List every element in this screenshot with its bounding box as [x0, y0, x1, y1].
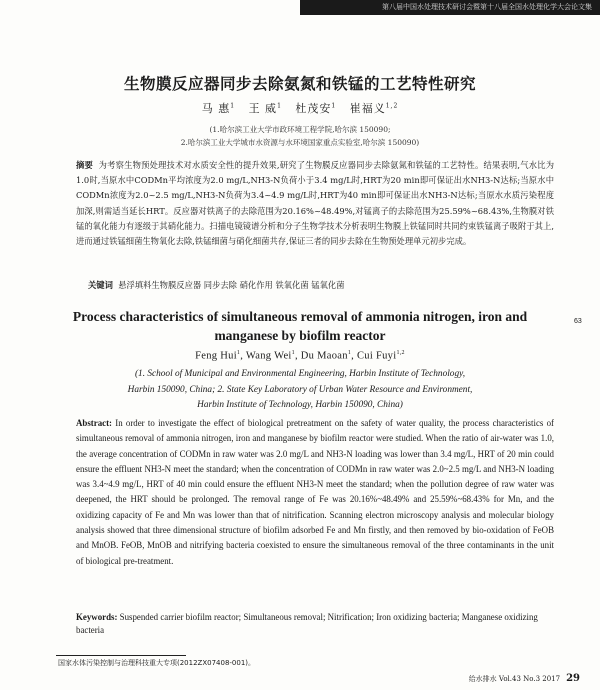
author-cn: 王 威 — [248, 102, 278, 115]
journal-info: 给水排水 Vol.43 No.3 2017 — [468, 675, 561, 683]
abstract-cn-text: 为考察生物预处理技术对水质安全性的提升效果,研究了生物膜反应器同步去除氨氮和铁锰的工艺特性。结果表明,气水比为1.0时,当原水中CODMn平均浓度为2.0 mg/L,NH3-N负荷小于3.4 mg/L时,HRT为20 min即可保证出水NH3-N达标;当原水中CODMn浓度为2.0~2.5 mg/L,NH3-N负荷为3.4~4.9 mg/L时,HRT为40 min即可保证出水NH3-N达标;当原水水质污染程度加深,则需适当延长HRT。反应器对铁离子的去除范围为20.16%~48.49%,对锰离子的去除范围为25.59%~68.43%,生物膜对铁锰的氧化能力有逐级于其硝化能力。扫描电镜镜谱分析和分子生物学技术分析表明生物膜上铁锰同时共同约束铁锰离子吸附于其上,进而通过铁锰细菌生物氧化去除,铁锰细菌与硝化细菌共存,保证三者的同步去除在生物预处理单元初步完成。 — [76, 160, 554, 247]
authors-chinese — [0, 100, 600, 116]
affiliation-en-line: (1. School of Municipal and Environmental Engineering, Harbin Institute of Technology, — [134, 369, 466, 379]
keywords-cn-text: 悬浮填料生物膜反应器 同步去除 硝化作用 铁氧化菌 锰氧化菌 — [118, 280, 345, 290]
affiliation-cn-2: 2.哈尔滨工业大学城市水资源与水环境国家重点实验室,哈尔滨 150090) — [180, 138, 420, 147]
abstract-chinese — [76, 158, 554, 249]
author-sup: 1 — [277, 102, 282, 110]
side-margin-number: 63 — [574, 318, 582, 325]
abstract-cn-label: 摘要 — [76, 160, 93, 170]
title-chinese: 生物膜反应器同步去除氨氮和铁锰的工艺特性研究 — [123, 74, 476, 93]
funding-footnote: 国家水体污染控制与治理科技重大专项(2012ZX07408-001)。 — [58, 659, 256, 667]
author-en: Du Maoan — [300, 350, 348, 362]
running-head: 第八届中国水处理技术研讨会暨第十八届全国水处理化学大会论文集 — [300, 0, 600, 15]
author-cn: 崔福义 — [349, 102, 386, 115]
author-sup: 1 — [230, 102, 236, 110]
author-en: Cui Fuyi — [356, 350, 397, 362]
footnote-divider — [56, 655, 186, 656]
affiliations-english — [90, 367, 510, 414]
abstract-english — [76, 416, 554, 569]
author-sup: 1 — [236, 350, 241, 356]
abstract-en-label: Abstract: — [76, 418, 112, 428]
title-english: Process characteristics of simultaneous removal of ammonia nitrogen, iron and manganese by biofilm reactor — [72, 309, 528, 343]
author-cn: 杜茂安 — [295, 102, 332, 115]
keywords-en-label: Keywords: — [76, 612, 118, 622]
keywords-en-text: Suspended carrier biofilm reactor; Simultaneous removal; Nitrification; Iron oxidizing bacteria; Manganese oxidizing bacteria — [76, 612, 538, 635]
abstract-en-text: In order to investigate the effect of biological pretreatment on the safety of water quality, the process characteristics of simultaneous removal of ammonia nitrogen, iron and manganese by biofilm reactor were studied. When the ratio of air-water was 1.0, the average concentration of CODMn in raw water was 2.0 mg/L and NH3-N loading was lower than 3.4 mg/L, HRT of 20 min could ensure the effluent NH3-N meet the standard; when the concentration of CODMn in raw water was 2.0~2.5 mg/L and NH3-N loading was 3.4~4.9 mg/L, HRT of 40 min could ensure the effluent NH3-N meet the standard; when the pollution degree of raw water was deepened, the HRT should be prolonged. The removal range of Fe was 20.16%~48.49% and 25.59%~68.43% for Mn, and the oxidizing capacity of Fe and Mn was lower than that of nitrification. Scanning electron microscopy analysis and molecular biology analysis showed that three dimensional structure of biofilm adsorbed Fe and Mn firstly, and then removed by bio-oxidation of FeOB and MnOB. FeOB, MnOB and nitrifying bacteria coexisted to ensure the simultaneous removal of the three contaminants in the unit of biological pre-treatment. — [76, 418, 554, 566]
keywords-english — [76, 611, 554, 636]
page-number: 29 — [566, 673, 580, 684]
author-en: Wang Wei — [245, 350, 292, 362]
author-sup: 1,2 — [385, 102, 399, 110]
keywords-chinese — [88, 279, 558, 291]
affiliation-en-line: Harbin 150090, China; 2. State Key Laboratory of Urban Water Resource and Environment, — [127, 384, 473, 395]
author-sup: 1 — [291, 350, 295, 356]
author-cn: 马 惠 — [201, 102, 231, 115]
page-footer — [400, 673, 580, 684]
affiliation-en-line: Harbin Institute of Technology, Harbin 150090, China) — [197, 400, 403, 410]
author-sup: 1 — [331, 102, 337, 110]
author-sup: 1 — [347, 350, 352, 356]
affiliation-cn-1: (1.哈尔滨工业大学市政环境工程学院,哈尔滨 150090; — [209, 125, 391, 134]
authors-english: Feng Hui$^1$, Wang Wei$^1$, Du Maoan$^1$, Cui Fuyi$^{1,2}$ — [195, 350, 405, 362]
keywords-cn-label: 关键词 — [88, 280, 113, 290]
author-sup: 1,2 — [396, 350, 405, 356]
author-en: Feng Hui — [195, 350, 237, 362]
